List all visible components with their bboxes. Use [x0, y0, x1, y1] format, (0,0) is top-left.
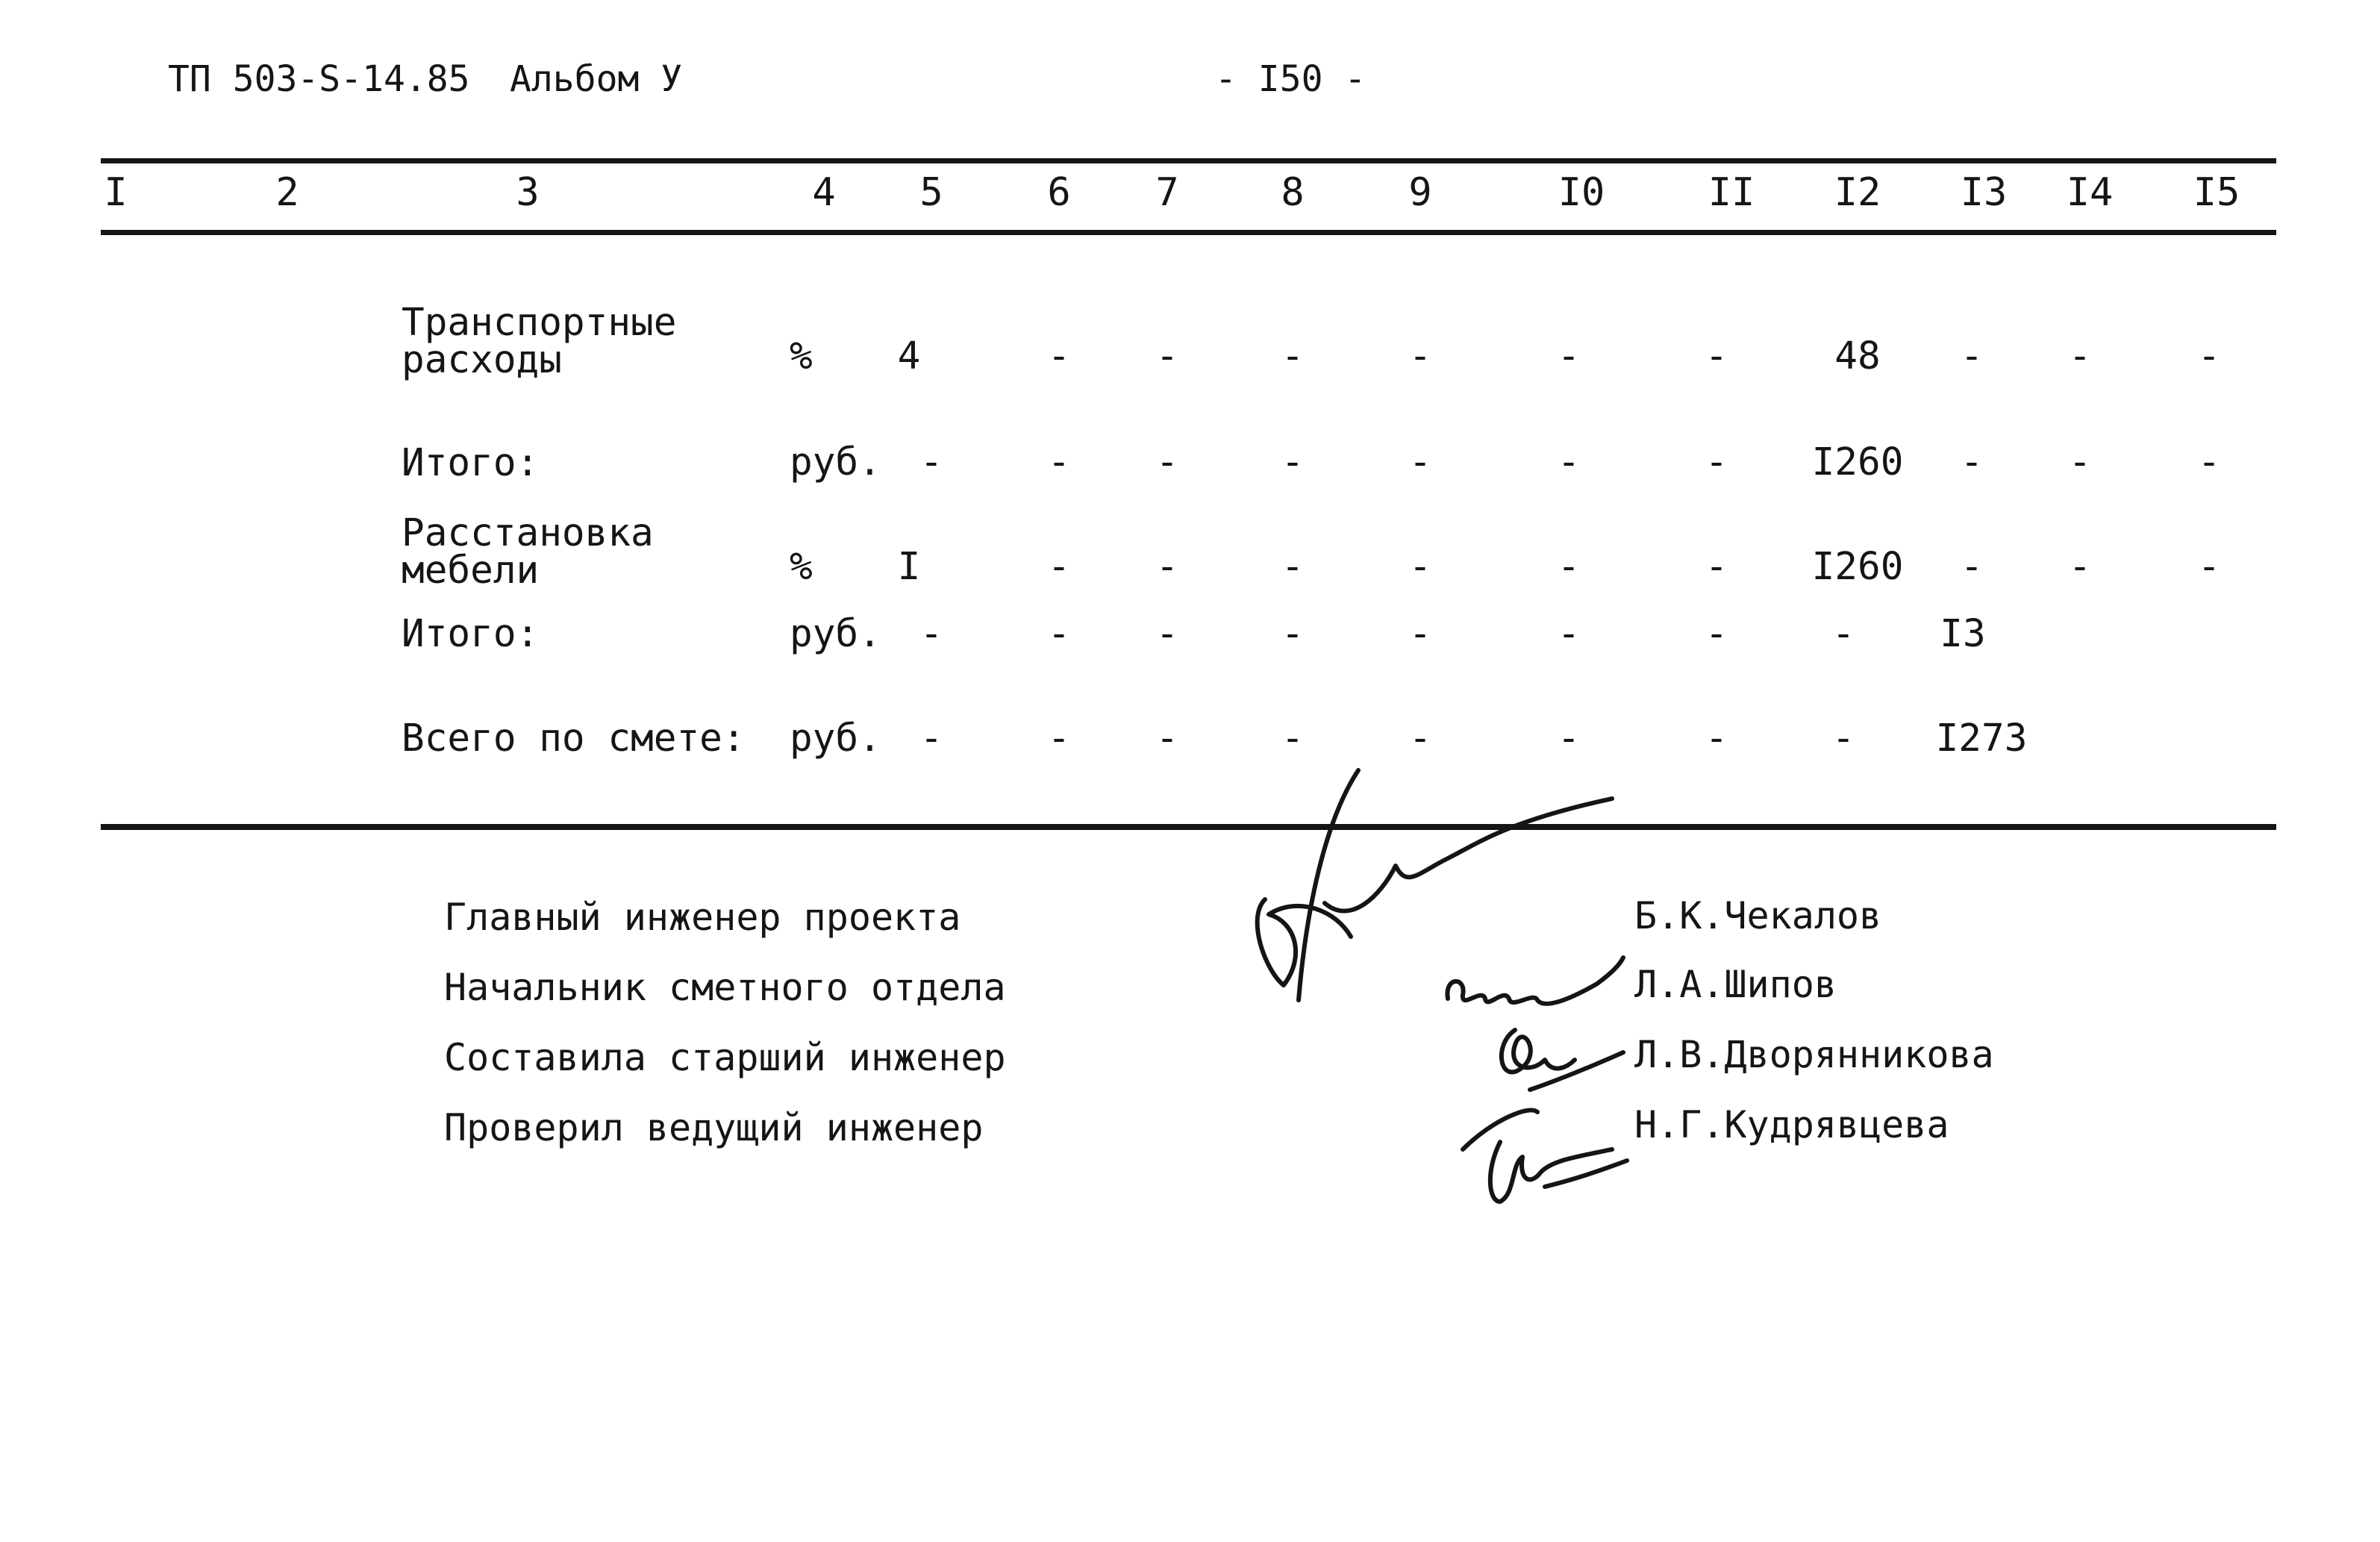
table-cell: - — [919, 440, 943, 484]
column-number: II — [1708, 170, 1755, 215]
table-cell: I3 — [1940, 612, 1986, 656]
table-cell: I260 — [1811, 440, 1904, 484]
signature-name: Л.А.Шипов — [1634, 963, 1837, 1006]
table-cell: 48 — [1834, 334, 1881, 378]
signature-name: Н.Г.Кудрявцева — [1634, 1103, 1949, 1146]
table-cell: - — [1557, 545, 1581, 589]
table-cell: - — [2068, 440, 2092, 484]
table-cell: - — [1408, 717, 1432, 761]
signature-name: Б.К.Чекалов — [1634, 894, 1882, 937]
table-cell: - — [1831, 717, 1855, 761]
table-cell: - — [1960, 334, 1984, 378]
table-cell: - — [2197, 440, 2221, 484]
table-cell: - — [1155, 717, 1179, 761]
column-number: 2 — [275, 170, 299, 215]
column-number: I2 — [1834, 170, 1881, 215]
table-cell: - — [1960, 545, 1984, 589]
table-cell: - — [2068, 334, 2092, 378]
row-label: Расстановка мебели — [402, 511, 654, 593]
column-number: I3 — [1960, 170, 2008, 215]
table-cell: - — [1557, 612, 1581, 656]
column-header-rule — [101, 230, 2276, 235]
column-number: I0 — [1558, 170, 1605, 215]
column-number: I4 — [2066, 170, 2114, 215]
table-cell: - — [1408, 612, 1432, 656]
column-number: I — [104, 170, 128, 215]
table-cell: - — [1705, 717, 1728, 761]
table-cell: I273 — [1935, 717, 2028, 761]
table-cell: - — [1831, 612, 1855, 656]
table-cell: - — [1155, 545, 1179, 589]
table-cell: - — [1155, 612, 1179, 656]
table-cell: - — [1281, 545, 1305, 589]
album-label: Альбом У — [510, 58, 683, 100]
table-cell: - — [1705, 612, 1728, 656]
signature-role: Проверил ведущий инженер — [444, 1106, 984, 1149]
table-cell: - — [1047, 334, 1071, 378]
column-number: I5 — [2193, 170, 2240, 215]
row-unit: руб. — [790, 612, 881, 656]
signature-role: Главный инженер проекта — [444, 896, 961, 939]
table-top-rule — [101, 158, 2276, 163]
table-cell: 4 — [897, 334, 921, 378]
table-cell: - — [1408, 334, 1432, 378]
table-cell: - — [1705, 440, 1728, 484]
column-number: 9 — [1408, 170, 1432, 215]
table-cell: - — [1281, 717, 1305, 761]
column-number: 6 — [1047, 170, 1071, 215]
row-unit: % — [790, 545, 813, 589]
table-cell: - — [1705, 334, 1728, 378]
table-cell: I260 — [1811, 545, 1904, 589]
page-number: - I50 - — [1215, 58, 1367, 100]
handwritten-signature-estimate-head — [1440, 946, 1634, 1021]
row-unit: руб. — [790, 440, 881, 484]
table-cell: - — [1408, 440, 1432, 484]
column-number: 3 — [516, 170, 540, 215]
table-cell: - — [1705, 545, 1728, 589]
table-cell: - — [1281, 334, 1305, 378]
table-cell: - — [1557, 717, 1581, 761]
signature-role: Составила старший инженер — [444, 1036, 1006, 1079]
table-cell: - — [1281, 440, 1305, 484]
table-cell: I — [897, 545, 921, 589]
table-cell: - — [1408, 545, 1432, 589]
row-unit: % — [790, 334, 813, 378]
table-cell: - — [1155, 440, 1179, 484]
table-cell: - — [1047, 440, 1071, 484]
signature-role: Начальник сметного отдела — [444, 966, 1006, 1009]
table-bottom-rule — [101, 824, 2276, 830]
table-cell: - — [1155, 334, 1179, 378]
row-label: Итого: — [402, 612, 540, 656]
table-cell: - — [919, 717, 943, 761]
table-cell: - — [2197, 334, 2221, 378]
table-cell: - — [1281, 612, 1305, 656]
row-label: Транспортные расходы — [402, 301, 677, 382]
table-cell: - — [1557, 440, 1581, 484]
table-cell: - — [919, 612, 943, 656]
table-cell: - — [1960, 440, 1984, 484]
table-cell: - — [1047, 545, 1071, 589]
handwritten-signature-reviewer — [1448, 1090, 1634, 1209]
document-code: ТП 503-S-14.85 — [168, 58, 470, 100]
column-number: 5 — [919, 170, 943, 215]
row-label: Итого: — [402, 441, 540, 485]
table-cell: - — [1047, 717, 1071, 761]
signature-name: Л.В.Дворянникова — [1634, 1033, 1994, 1076]
row-label: Всего по смете: — [402, 717, 746, 761]
row-unit: руб. — [790, 717, 881, 761]
table-cell: - — [1047, 612, 1071, 656]
table-cell: - — [2068, 545, 2092, 589]
column-number: 7 — [1155, 170, 1179, 215]
table-cell: - — [1557, 334, 1581, 378]
column-number: 4 — [812, 170, 836, 215]
column-number: 8 — [1281, 170, 1305, 215]
table-cell: - — [2197, 545, 2221, 589]
